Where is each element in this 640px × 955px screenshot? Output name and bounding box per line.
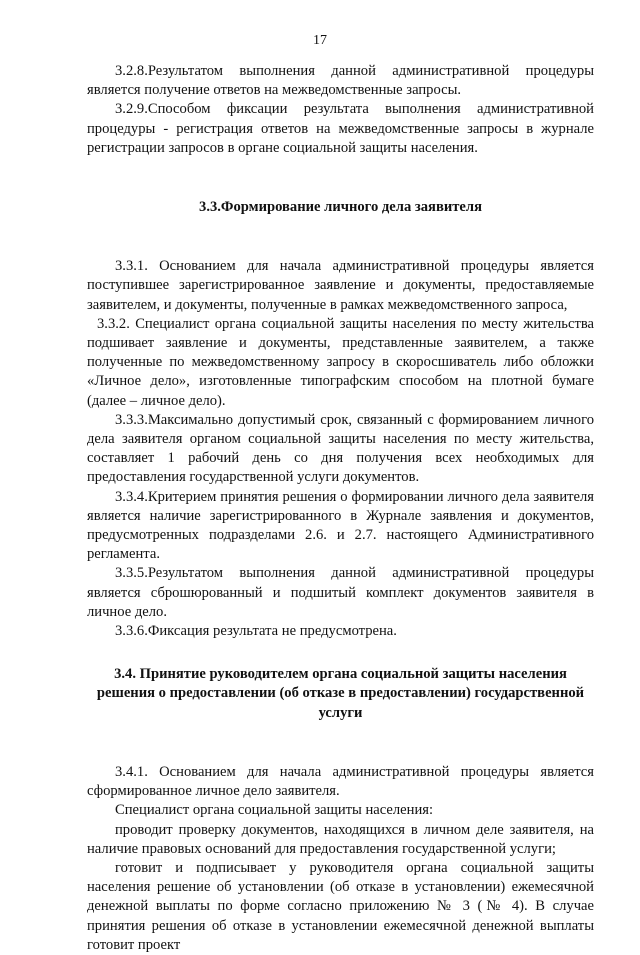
paragraph-3-4-1: 3.4.1. Основанием для начала административной процедуры является сформированное личное дело заявителя. (87, 763, 594, 800)
paragraph-specialist: Специалист органа социальной защиты населения: (115, 802, 434, 819)
paragraph-3-3-6: 3.3.6.Фиксация результата не предусмотрена. (115, 623, 397, 640)
paragraph-prepare-decision: готовит и подписывает у руководителя органа социальной защиты населения решение об установлении (об отказе в установлении) ежемесячной денежной выплаты по форме согласно приложению № 3 (№ 4). В случае принятия решения об отказе в установлении ежемесячной денежной выплаты готовит проект (87, 859, 594, 953)
paragraph-check-documents: проводит проверку документов, находящихся в личном деле заявителя, на наличие правовых оснований для предоставления государственной услуги; (87, 821, 594, 857)
paragraph-3-3-4: 3.3.4.Критерием принятия решения о формировании личного дела заявителя является наличие зарегистрированного в Журнале заявления и документов, предусмотренных подразделами 2.6. и 2.7. настоящего Административного регламента. (87, 488, 594, 563)
section-heading-3-3: 3.3.Формирование личного дела заявителя (199, 199, 482, 216)
paragraph-3-3-5: 3.3.5.Результатом выполнения данной административной процедуры является сброшюрованный и подшитый комплект документов заявителя в личное дело. (87, 565, 594, 620)
document-body (87, 62, 594, 955)
paragraph-3-2-8: 3.2.8.Результатом выполнения данной административной процедуры является получение ответов на межведомственные запросы. (87, 63, 594, 99)
page-number: 17 (313, 33, 327, 48)
section-heading-3-4: 3.4. Принятие руководителем органа социальной защиты населения решения о предоставлении (об отказе в предоставлении) государственной услуги (96, 666, 585, 721)
paragraph-3-3-2: 3.3.2. Специалист органа социальной защиты населения по месту жительства подшивает заявление и документы, представленные заявителем, а также полученные по межведомственному запросу в скоросшиватель либо обложки «Личное дело», изготовленные типографским способом на плотной бумаге (далее – личное дело). (87, 315, 594, 409)
paragraph-3-3-3: 3.3.3.Максимально допустимый срок, связанный с формированием личного дела заявителя органом социальной защиты населения по месту жительства, составляет 1 рабочий день со дня получения всех необходимых для предоставления государственной услуги документов. (87, 411, 594, 486)
paragraph-3-2-9: 3.2.9.Способом фиксации результата выполнения административной процедуры - регистрация ответов на межведомственные запросы в журнале регистрации запросов в органе социальной защиты населения. (87, 101, 594, 156)
paragraph-3-3-1: 3.3.1. Основанием для начала административной процедуры является поступившее зарегистрированное заявление и документы, предоставляемые заявителем, и документы, полученные в рамках межведомственного запроса, (87, 258, 594, 313)
